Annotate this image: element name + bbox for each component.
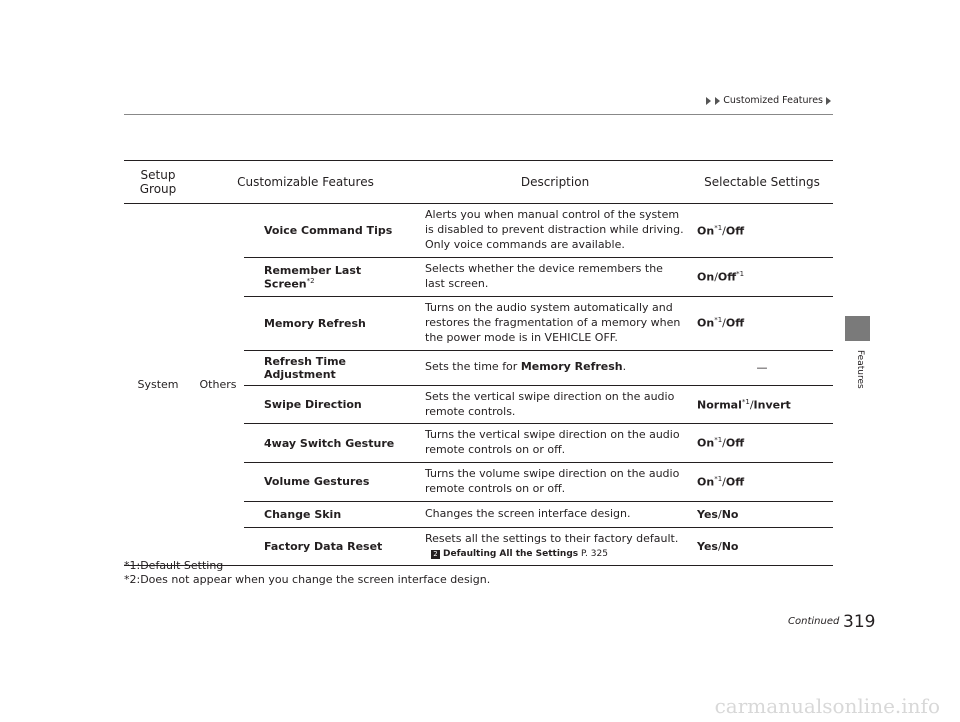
reference-arrow-icon: 2 bbox=[431, 550, 440, 559]
feature-label: Refresh Time Adjustment bbox=[264, 354, 347, 381]
option-secondary: Off bbox=[725, 475, 745, 489]
selectable-settings bbox=[691, 296, 833, 350]
feature-name bbox=[244, 463, 419, 502]
option-primary: On bbox=[697, 270, 715, 284]
feature-label: Factory Data Reset bbox=[264, 539, 383, 553]
option-secondary: Off bbox=[725, 224, 745, 238]
setting-none: — bbox=[756, 361, 768, 375]
feature-footnote-ref: *2 bbox=[306, 276, 315, 285]
desc-text: Resets all the settings to their factory default. bbox=[425, 532, 679, 546]
desc-suffix: . bbox=[622, 360, 627, 374]
option-primary: Yes bbox=[697, 539, 718, 553]
watermark: carmanualsonline.info bbox=[714, 694, 940, 718]
option-footnote-ref: *1 bbox=[741, 397, 750, 406]
feature-name bbox=[244, 204, 419, 258]
header-setup-group: Setup Group bbox=[124, 161, 192, 204]
option-separator: / bbox=[722, 317, 726, 331]
feature-description bbox=[419, 385, 691, 424]
feature-description bbox=[419, 204, 691, 258]
option-secondary: Off bbox=[725, 437, 745, 451]
option-secondary: No bbox=[721, 507, 739, 521]
option-separator: / bbox=[717, 539, 722, 553]
option-secondary: Off bbox=[717, 270, 737, 284]
option-footnote-ref: *1 bbox=[714, 436, 723, 445]
feature-label: Change Skin bbox=[264, 507, 342, 521]
desc-text: Alerts you when manual control of the system is disabled to prevent distraction while driving. Only voice commands are available. bbox=[425, 208, 684, 251]
option-separator: / bbox=[749, 398, 754, 412]
desc-text: Turns the volume swipe direction on the audio remote controls on or off. bbox=[425, 467, 680, 495]
feature-label: Swipe Direction bbox=[264, 398, 362, 412]
selectable-settings bbox=[691, 350, 833, 385]
section-tab bbox=[845, 316, 870, 341]
option-primary: On bbox=[697, 317, 715, 331]
selectable-settings bbox=[691, 527, 833, 565]
option-separator: / bbox=[717, 507, 722, 521]
feature-description bbox=[419, 501, 691, 527]
table-header-row bbox=[124, 161, 833, 204]
feature-label: Voice Command Tips bbox=[264, 224, 393, 237]
feature-description bbox=[419, 258, 691, 297]
selectable-settings bbox=[691, 385, 833, 424]
feature-description bbox=[419, 424, 691, 463]
header-rule bbox=[124, 114, 833, 115]
option-secondary: No bbox=[721, 539, 739, 553]
reference-title: Defaulting All the Settings bbox=[443, 549, 579, 560]
section-tab-label: Features bbox=[855, 350, 865, 389]
option-footnote-ref: *1 bbox=[714, 475, 723, 484]
feature-description bbox=[419, 350, 691, 385]
feature-label: Volume Gestures bbox=[264, 475, 370, 489]
selectable-settings bbox=[691, 501, 833, 527]
header-customizable-features: Customizable Features bbox=[192, 161, 419, 204]
option-footnote-ref: *1 bbox=[714, 316, 723, 325]
footnote-1: *1:Default Setting bbox=[124, 559, 224, 572]
option-separator: / bbox=[714, 270, 718, 284]
selectable-settings bbox=[691, 463, 833, 502]
selectable-settings bbox=[691, 258, 833, 297]
feature-name bbox=[244, 258, 419, 297]
option-primary: On bbox=[697, 224, 715, 238]
feature-name bbox=[244, 385, 419, 424]
breadcrumb-arrow-icon bbox=[706, 97, 711, 105]
desc-text: Changes the screen interface design. bbox=[425, 506, 631, 520]
feature-description bbox=[419, 296, 691, 350]
breadcrumb bbox=[705, 95, 832, 106]
desc-text: Selects whether the device remembers the last screen. bbox=[425, 262, 663, 290]
feature-label: 4way Switch Gesture bbox=[264, 436, 395, 450]
table-row bbox=[124, 204, 833, 258]
breadcrumb-label: Customized Features bbox=[723, 95, 823, 106]
breadcrumb-arrow-icon bbox=[826, 97, 831, 105]
feature-name bbox=[244, 424, 419, 463]
desc-text: Sets the vertical swipe direction on the audio remote controls. bbox=[425, 389, 675, 418]
setup-group-cell: System bbox=[124, 204, 192, 566]
desc-text: Sets the time for bbox=[425, 360, 521, 374]
option-secondary: Invert bbox=[753, 398, 791, 412]
option-primary: On bbox=[697, 475, 715, 489]
feature-name bbox=[244, 296, 419, 350]
header-description: Description bbox=[419, 161, 691, 204]
option-separator: / bbox=[722, 437, 726, 451]
desc-bold-text: Memory Refresh bbox=[520, 360, 623, 374]
page-number: 319 bbox=[843, 612, 876, 632]
option-separator: / bbox=[722, 475, 726, 489]
reference-page: P. 325 bbox=[581, 549, 608, 560]
selectable-settings bbox=[691, 424, 833, 463]
feature-label: Remember Last Screen bbox=[264, 263, 362, 291]
footnote-2: *2:Does not appear when you change the screen interface design. bbox=[124, 573, 491, 586]
subgroup-cell: Others bbox=[192, 204, 244, 566]
option-primary: On bbox=[697, 437, 715, 451]
option-separator: / bbox=[722, 224, 726, 238]
feature-name bbox=[244, 350, 419, 385]
option-primary: Normal bbox=[697, 398, 742, 412]
breadcrumb-arrow-icon bbox=[715, 97, 720, 105]
option-footnote-ref: *1 bbox=[736, 270, 745, 279]
continued-label: Continued bbox=[788, 616, 840, 627]
customizable-features-table bbox=[124, 160, 833, 566]
option-primary: Yes bbox=[697, 507, 718, 521]
feature-description bbox=[419, 463, 691, 502]
desc-text: Turns the vertical swipe direction on the audio remote controls on or off. bbox=[425, 428, 680, 457]
feature-name bbox=[244, 501, 419, 527]
option-footnote-ref: *1 bbox=[714, 223, 723, 232]
selectable-settings bbox=[691, 204, 833, 258]
option-secondary: Off bbox=[725, 317, 745, 331]
feature-label: Memory Refresh bbox=[264, 316, 366, 330]
header-selectable-settings: Selectable Settings bbox=[691, 161, 833, 204]
desc-text: Turns on the audio system automatically and restores the fragmentation of a memory when the power mode is in VEHICLE OFF. bbox=[425, 300, 681, 344]
footnotes bbox=[124, 559, 490, 587]
